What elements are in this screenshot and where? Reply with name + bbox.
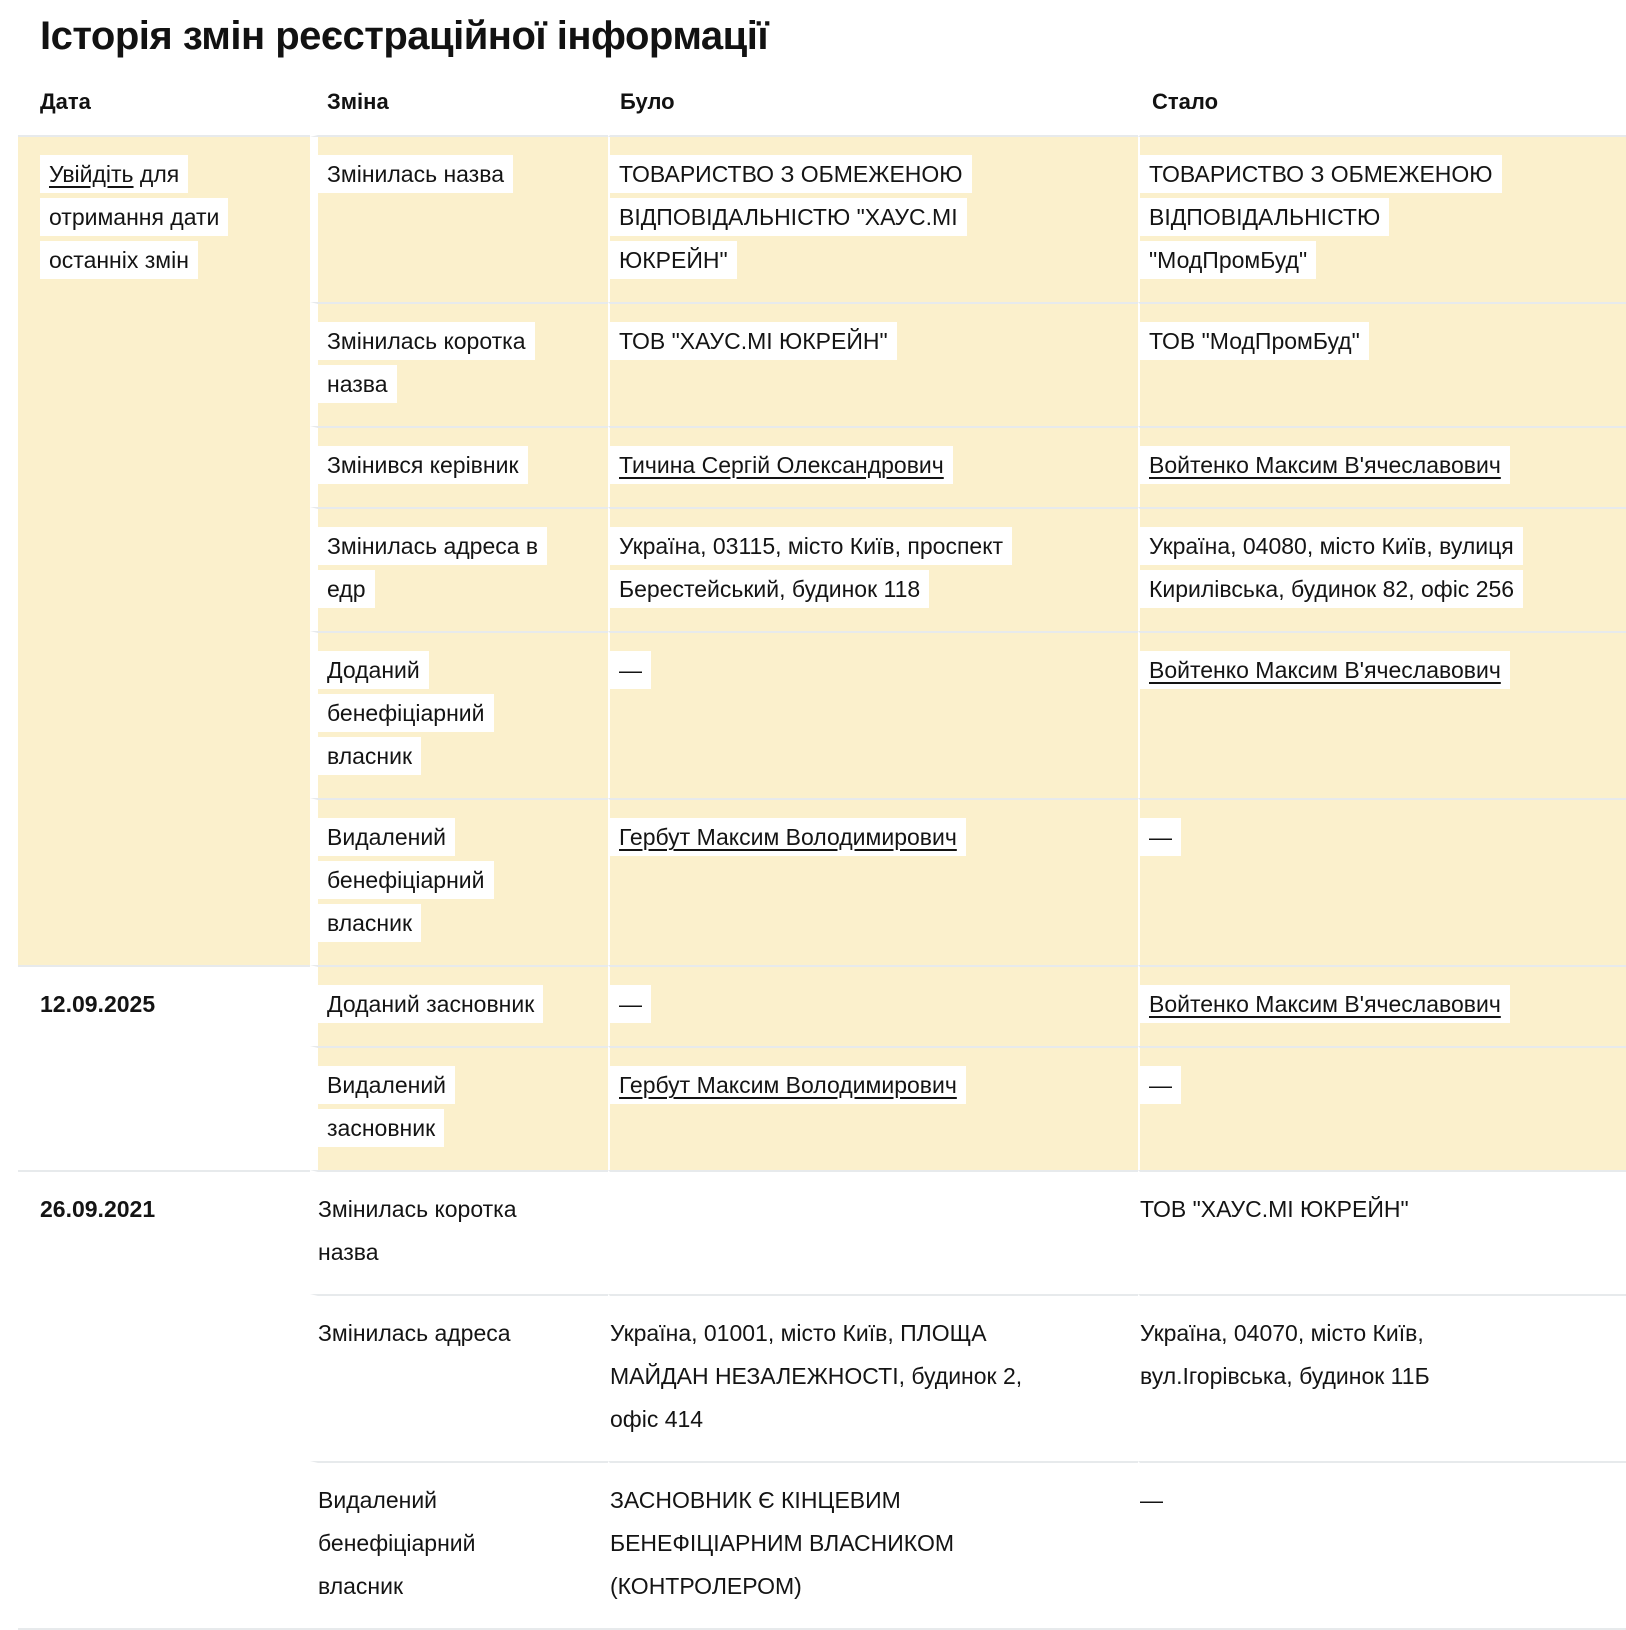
date-cell bbox=[18, 965, 310, 1170]
person-link[interactable]: Войтенко Максим В'ячеславович bbox=[1140, 651, 1510, 689]
change-cell: Змінився керівник bbox=[310, 426, 608, 507]
became-cell: Україна, 04080, місто Київ, вулиця Кирилівська, будинок 82, офіс 256 bbox=[1138, 507, 1626, 631]
person-link[interactable]: Войтенко Максим В'ячеславович bbox=[1140, 446, 1510, 484]
was-cell bbox=[608, 1170, 1138, 1294]
empty-dash: — bbox=[610, 985, 651, 1023]
date-note-text: для отримання дати останніх змін bbox=[49, 161, 220, 273]
empty-dash: — bbox=[1140, 1066, 1181, 1104]
was-cell bbox=[608, 1046, 1138, 1170]
change-cell: Доданий засновник bbox=[310, 965, 608, 1046]
became-cell bbox=[1138, 1046, 1626, 1170]
became-cell bbox=[1138, 1461, 1626, 1628]
date-value: 12.09.2025 bbox=[40, 991, 156, 1017]
date-note bbox=[40, 155, 228, 279]
col-header-was: Було bbox=[608, 89, 1138, 137]
became-cell bbox=[1138, 965, 1626, 1046]
became-cell bbox=[1138, 426, 1626, 507]
was-cell: ТОВАРИСТВО З ОБМЕЖЕНОЮ ВІДПОВІДАЛЬНІСТЮ "ХАУС.МІ ЮКРЕЙН" bbox=[608, 137, 1138, 302]
date-cell bbox=[18, 1170, 310, 1628]
empty-dash: — bbox=[1140, 1487, 1163, 1513]
was-cell: Україна, 03115, місто Київ, проспект Берестейський, будинок 118 bbox=[608, 507, 1138, 631]
change-cell: Видалений бенефіціарний власник bbox=[310, 1461, 608, 1628]
change-cell: Змінилась коротка назва bbox=[310, 302, 608, 426]
was-cell: ЗАСНОВНИК Є КІНЦЕВИМ БЕНЕФІЦІАРНИМ ВЛАСНИКОМ (КОНТРОЛЕРОМ) bbox=[608, 1461, 1138, 1628]
became-cell: ТОВ "МодПромБуд" bbox=[1138, 302, 1626, 426]
registration-history-section bbox=[0, 14, 1626, 1630]
page-title: Історія змін реєстраційної інформації bbox=[40, 14, 769, 58]
became-cell: Україна, 04070, місто Київ, вул.Ігорівська, будинок 11Б bbox=[1138, 1294, 1626, 1461]
table-row bbox=[18, 965, 1626, 1046]
change-cell: Змінилась адреса в едр bbox=[310, 507, 608, 631]
person-link[interactable]: Гербут Максим Володимирович bbox=[610, 818, 966, 856]
change-cell: Змінилась адреса bbox=[310, 1294, 608, 1461]
person-link[interactable]: Войтенко Максим В'ячеславович bbox=[1140, 985, 1510, 1023]
empty-dash: — bbox=[1140, 818, 1181, 856]
table-row bbox=[18, 1170, 1626, 1294]
header-row bbox=[18, 89, 1626, 137]
date-value: 26.09.2021 bbox=[40, 1196, 156, 1222]
was-cell: Україна, 01001, місто Київ, ПЛОЩА МАЙДАН НЕЗАЛЕЖНОСТІ, будинок 2, офіс 414 bbox=[608, 1294, 1138, 1461]
change-cell: Змінилась коротка назва bbox=[310, 1170, 608, 1294]
change-cell: Видалений засновник bbox=[310, 1046, 608, 1170]
history-table bbox=[18, 89, 1626, 1630]
was-cell bbox=[608, 798, 1138, 965]
change-cell: Змінилась назва bbox=[310, 137, 608, 302]
date-cell bbox=[18, 137, 310, 965]
was-cell: ТОВ "ХАУС.МІ ЮКРЕЙН" bbox=[608, 302, 1138, 426]
became-cell bbox=[1138, 798, 1626, 965]
became-cell: ТОВ "ХАУС.МІ ЮКРЕЙН" bbox=[1138, 1170, 1626, 1294]
was-cell bbox=[608, 965, 1138, 1046]
col-header-date: Дата bbox=[18, 89, 310, 137]
was-cell bbox=[608, 631, 1138, 798]
login-link[interactable]: Увійдіть bbox=[49, 161, 134, 187]
col-header-change: Зміна bbox=[310, 89, 608, 137]
table-row bbox=[18, 137, 1626, 302]
change-cell: Доданий бенефіціарний власник bbox=[310, 631, 608, 798]
col-header-became: Стало bbox=[1138, 89, 1626, 137]
became-cell: ТОВАРИСТВО З ОБМЕЖЕНОЮ ВІДПОВІДАЛЬНІСТЮ "МодПромБуд" bbox=[1138, 137, 1626, 302]
person-link[interactable]: Тичина Сергій Олександрович bbox=[610, 446, 953, 484]
was-cell bbox=[608, 426, 1138, 507]
became-cell bbox=[1138, 631, 1626, 798]
empty-dash: — bbox=[610, 651, 651, 689]
person-link[interactable]: Гербут Максим Володимирович bbox=[610, 1066, 966, 1104]
change-cell: Видалений бенефіціарний власник bbox=[310, 798, 608, 965]
